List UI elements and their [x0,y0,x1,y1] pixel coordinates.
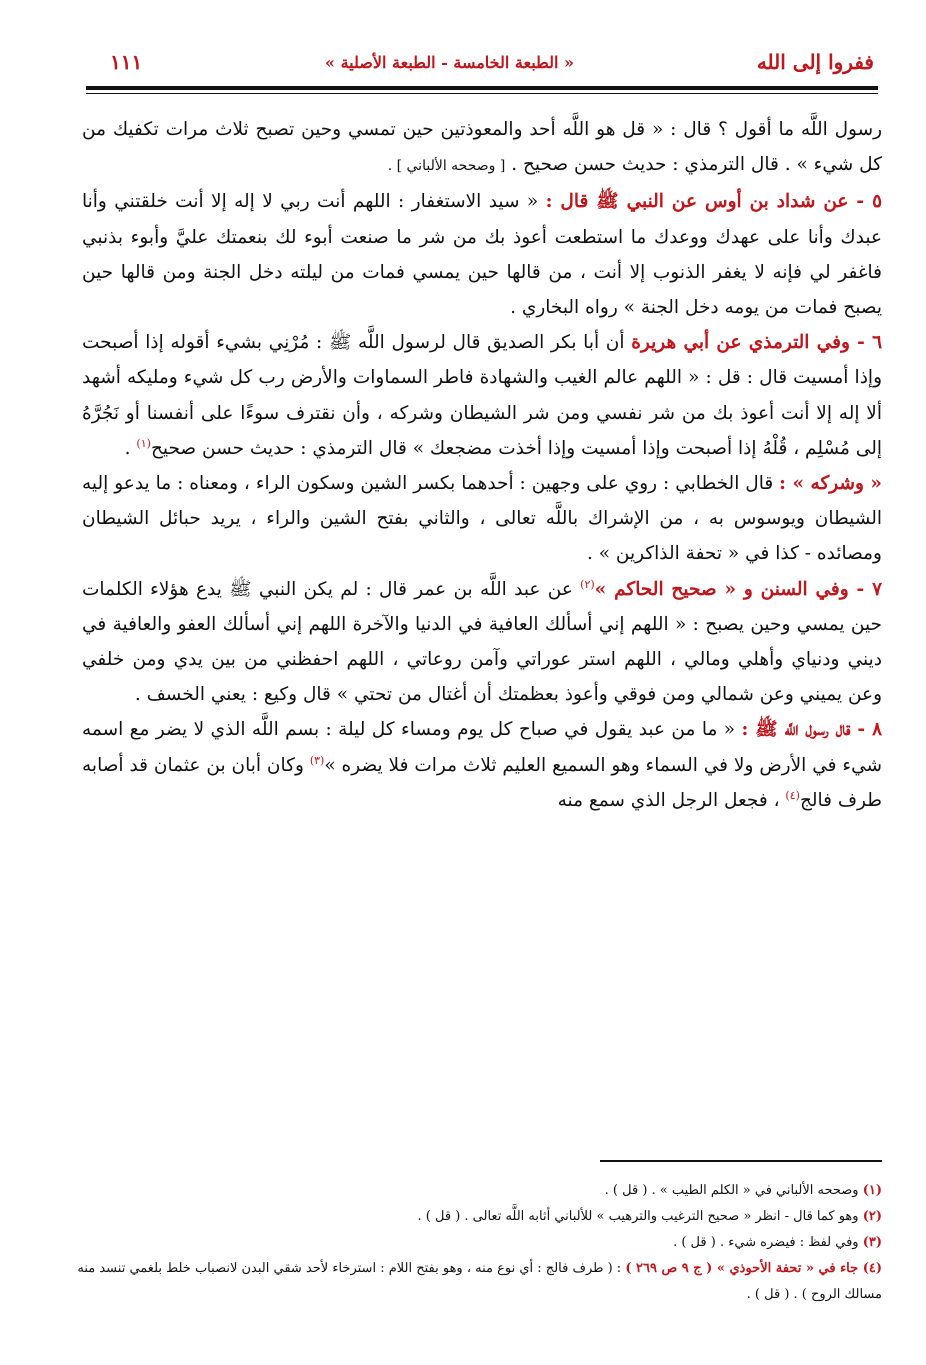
footnote-ref-3: (٣) [309,753,325,767]
header-rule-thin [86,93,878,94]
footnote-ref-4: (٤) [785,788,800,802]
hadith-8-heading: ٨ - قال رسول اللَّه ﷺ : [741,719,882,741]
paragraph-continued: رسول اللَّه ما أقول ؟ قال : « قل هو اللَّه أحد والمعوذتين حين تمسي وحين تصبح ثلاث مرات تكفيك من كل شيء » . قال الترمذي : حديث حسن صحيح . [ وصححه الألباني ] . [82,119,882,176]
footnote-ref-1: (١) [136,436,151,450]
footnote-separator [600,1160,882,1162]
paragraph-hadith-6: ٦ - وفي الترمذي عن أبي هريرة أن أبا بكر الصديق قال لرسول اللَّه ﷺ : مُرْنِي بشيء أقوله إذا أصبحت وإذا أمسيت قال : قل : « اللهم عالم الغيب والشهادة فاطر السماوات والأرض رب كل شيء ومليكه أشهد ألا إله إلا أنت أعوذ بك من شر نفسي ومن شر الشيطان وشركه ، وأن نقترف سوءًا على أنفسنا أو نَجُرَّهُ إلى مُسْلِم ، قُلْهُ إذا أصبحت وإذا أمسيت وإذا أخذت مضجعك » قال الترمذي : حديث حسن صحيح$^{(١)}$ . [82,332,883,459]
shirk-note-heading: « وشركه » : [779,473,882,495]
page-number: ١١١ [110,50,143,74]
hadith-7-heading: ٧ - وفي السنن و « صحيح الحاكم » [594,578,882,600]
paragraph-hadith-8: ٨ - قال رسول اللَّه ﷺ : « ما من عبد يقول في صباح كل يوم ومساء كل ليلة : بسم اللَّه الذي لا يضر مع اسمه شيء في الأرض ولا في السماء وهو السميع العليم ثلاث مرات فلا يضره »$^{(٣)}$ وكان أبان بن عثمان قد أصابه طرف فالج$^{(٤)}$ ، فجعل الرجل الذي سمع منه [82,719,883,811]
footnote-2: (٢) وهو كما قال - انظر « صحيح الترغيب والترهيب » للألباني أثابه اللَّه تعالى . ( قل ) . [417,1209,882,1224]
footnote-3: (٣) وفي لفظ : فيضره شيء . ( قل ) . [673,1235,882,1250]
footnote-1: (١) وصححه الألباني في « الكلم الطيب » . ( قل ) . [604,1183,882,1198]
hadith-5-heading: ٥ - عن شداد بن أوس عن النبي ﷺ قال : [545,191,882,213]
grading-note: [ وصححه الألباني ] . [387,158,506,175]
footnote-ref-2: (٢) [580,577,595,591]
paragraph-shirk-note: « وشركه » : قال الخطابي : روي على وجهين : أحدهما بكسر الشين وسكون الراء ، ومعناه : ما يدعو إليه الشيطان ويوسوس به ، من الإشراك باللَّه تعالى ، والثاني بفتح الشين والراء ، يريد حبائل الشيطان ومصائده - كذا في « تحفة الذاكرين » . [82,473,882,565]
paragraph-hadith-7: ٧ - وفي السنن و « صحيح الحاكم »$^{(٢)}$ عن عبد اللَّه بن عمر قال : لم يكن النبي ﷺ يدع هؤلاء الكلمات حين يمسي وحين يصبح : « اللهم إني أسألك العافية في الدنيا والآخرة اللهم إني أسألك العفو والعافية في ديني ودنياي وأهلي ومالي ، اللهم استر عوراتي وآمن روعاتي ، اللهم احفظني من بين يدي ومن خلفي وعن يميني وعن شمالي ومن فوقي وأعوذ بعظمتك أن أغتال من تحتي » قال وكيع : يعني الخسف . [82,577,882,706]
edition-label: « الطبعة الخامسة - الطبعة الأصلية » [325,52,575,72]
main-text [82,112,882,818]
footnotes [70,1178,882,1308]
hadith-6-heading: ٦ - وفي الترمذي عن أبي هريرة [631,332,882,354]
page-header [110,42,874,82]
header-rule-thick [86,86,878,90]
paragraph-hadith-5: ٥ - عن شداد بن أوس عن النبي ﷺ قال : « سيد الاستغفار : اللهم أنت ربي لا إله إلا أنت خلقتني وأنا عبدك وأنا على عهدك ووعدك ما استطعت أعوذ بك من شر ما صنعت أبوء لك بنعمتك عليَّ وأبوء بذنبي فاغفر لي فإنه لا يغفر الذنوب إلا أنت ، من قالها حين يمسي فمات من ليلته دخل الجنة ومن قالها حين يصبح فمات من يومه دخل الجنة » رواه البخاري . [82,191,882,319]
footnote-4: (٤) جاء في « تحفة الأحوذي » ( ج ٩ ص ٢٦٩ ) : ( طرف فالج : أي نوع منه ، وهو بفتح اللام : استرخاء لأحد شقي البدن لانصباب خلط بلغمي تنسد منه مسالك الروح ) . ( قل ) . [77,1261,882,1302]
running-title: ففروا إلى الله [756,50,874,74]
